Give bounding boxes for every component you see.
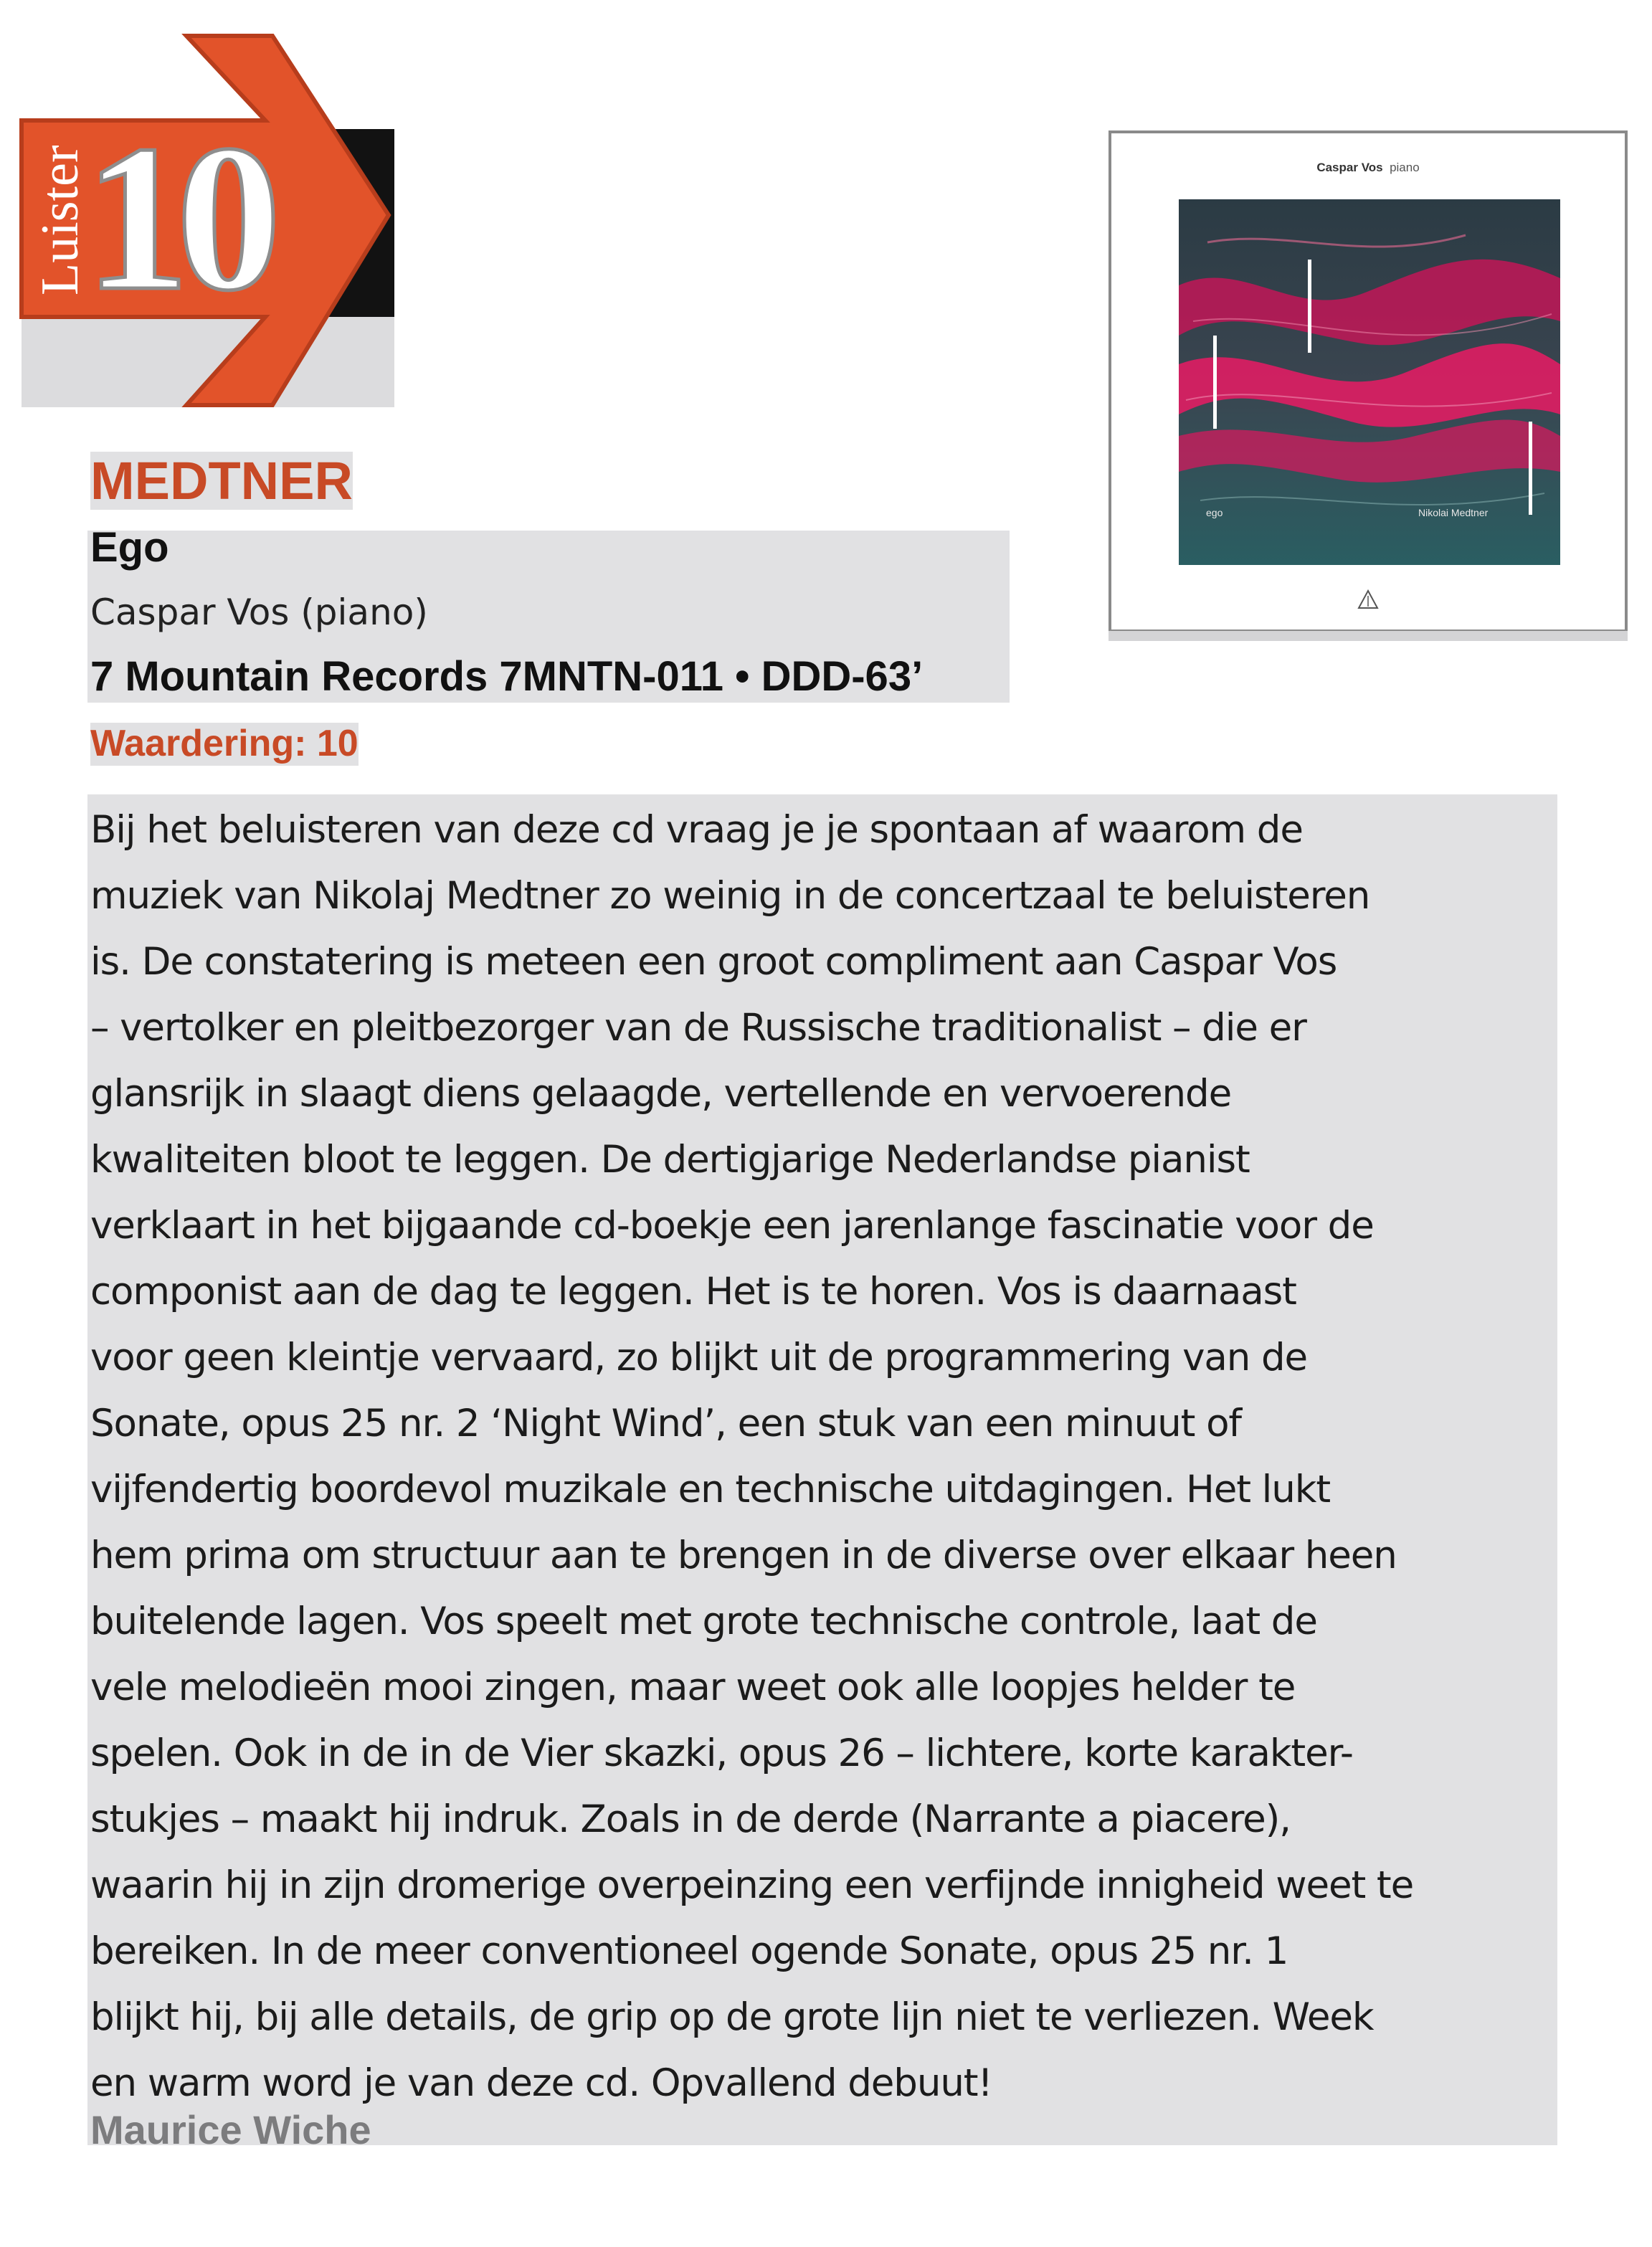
badge-word: Luister <box>31 145 90 295</box>
luister-10-badge <box>0 0 402 416</box>
cover-composer: Nikolai Medtner <box>1418 507 1489 518</box>
performer: Caspar Vos (piano) <box>90 592 428 633</box>
review-author: Maurice Wiche <box>90 2107 371 2152</box>
rating: Waardering: 10 <box>90 723 359 764</box>
album-cover <box>1109 130 1628 632</box>
cover-artwork <box>1179 199 1560 565</box>
label-logo-icon <box>1357 589 1379 609</box>
badge-number: 10 <box>85 103 268 334</box>
composer-name: MEDTNER <box>90 451 353 510</box>
album-title: Ego <box>90 524 169 571</box>
cover-artist-line <box>1111 161 1625 175</box>
cover-album-title: ego <box>1206 507 1223 518</box>
review-body: Bij het beluisteren van deze cd vraag je je spontaan af waarom de muziek van Nikolaj Medtner zo weinig in de concertzaal te beluisteren is. De constatering is meteen een groot compliment aan Caspar Vos – vertolker en pleitbezorger van de Russische traditionalist – die er glansrijk in slaagt diens gelaagde, vertellende en vervoerende kwaliteiten bloot te leggen. De dertigjarige Nederlandse pianist verklaart in het bijgaande cd-boekje een jarenlange fascinatie voor de componist aan de dag te leggen. Het is te horen. Vos is daarnaast voor geen kleintje vervaard, zo blijkt uit de programmering van de Sonate, opus 25 nr. 2 ‘Night Wind’, een stuk van een minuut of vijfendertig boordevol muzikale en technische uitdagingen. Het lukt hem prima om structuur aan te brengen in de diverse over elkaar heen buitelende lagen. Vos speelt met grote technische controle, laat de vele melodieën mooi zingen, maar weet ook alle loopjes helder te spelen. Ook in de in de Vier skazki, opus 26 – lichtere, korte karakter- stukjes – maakt hij indruk. Zoals in de derde (Narrante a piacere), waarin hij in zijn dromerige overpeinzing een verfijnde innigheid weet te bereiken. In de meer conventioneel ogende Sonate, opus 25 nr. 1 blijkt hij, bij alle details, de grip op de grote lijn niet te verliezen. Week en warm word je van deze cd. Opvallend debuut! <box>90 808 1414 2105</box>
label-info: 7 Mountain Records 7MNTN-011 • DDD-63’ <box>90 653 924 700</box>
cover-shadow <box>1109 631 1628 641</box>
cover-artist: Caspar Vos <box>1316 161 1383 174</box>
cover-instrument: piano <box>1390 161 1420 174</box>
